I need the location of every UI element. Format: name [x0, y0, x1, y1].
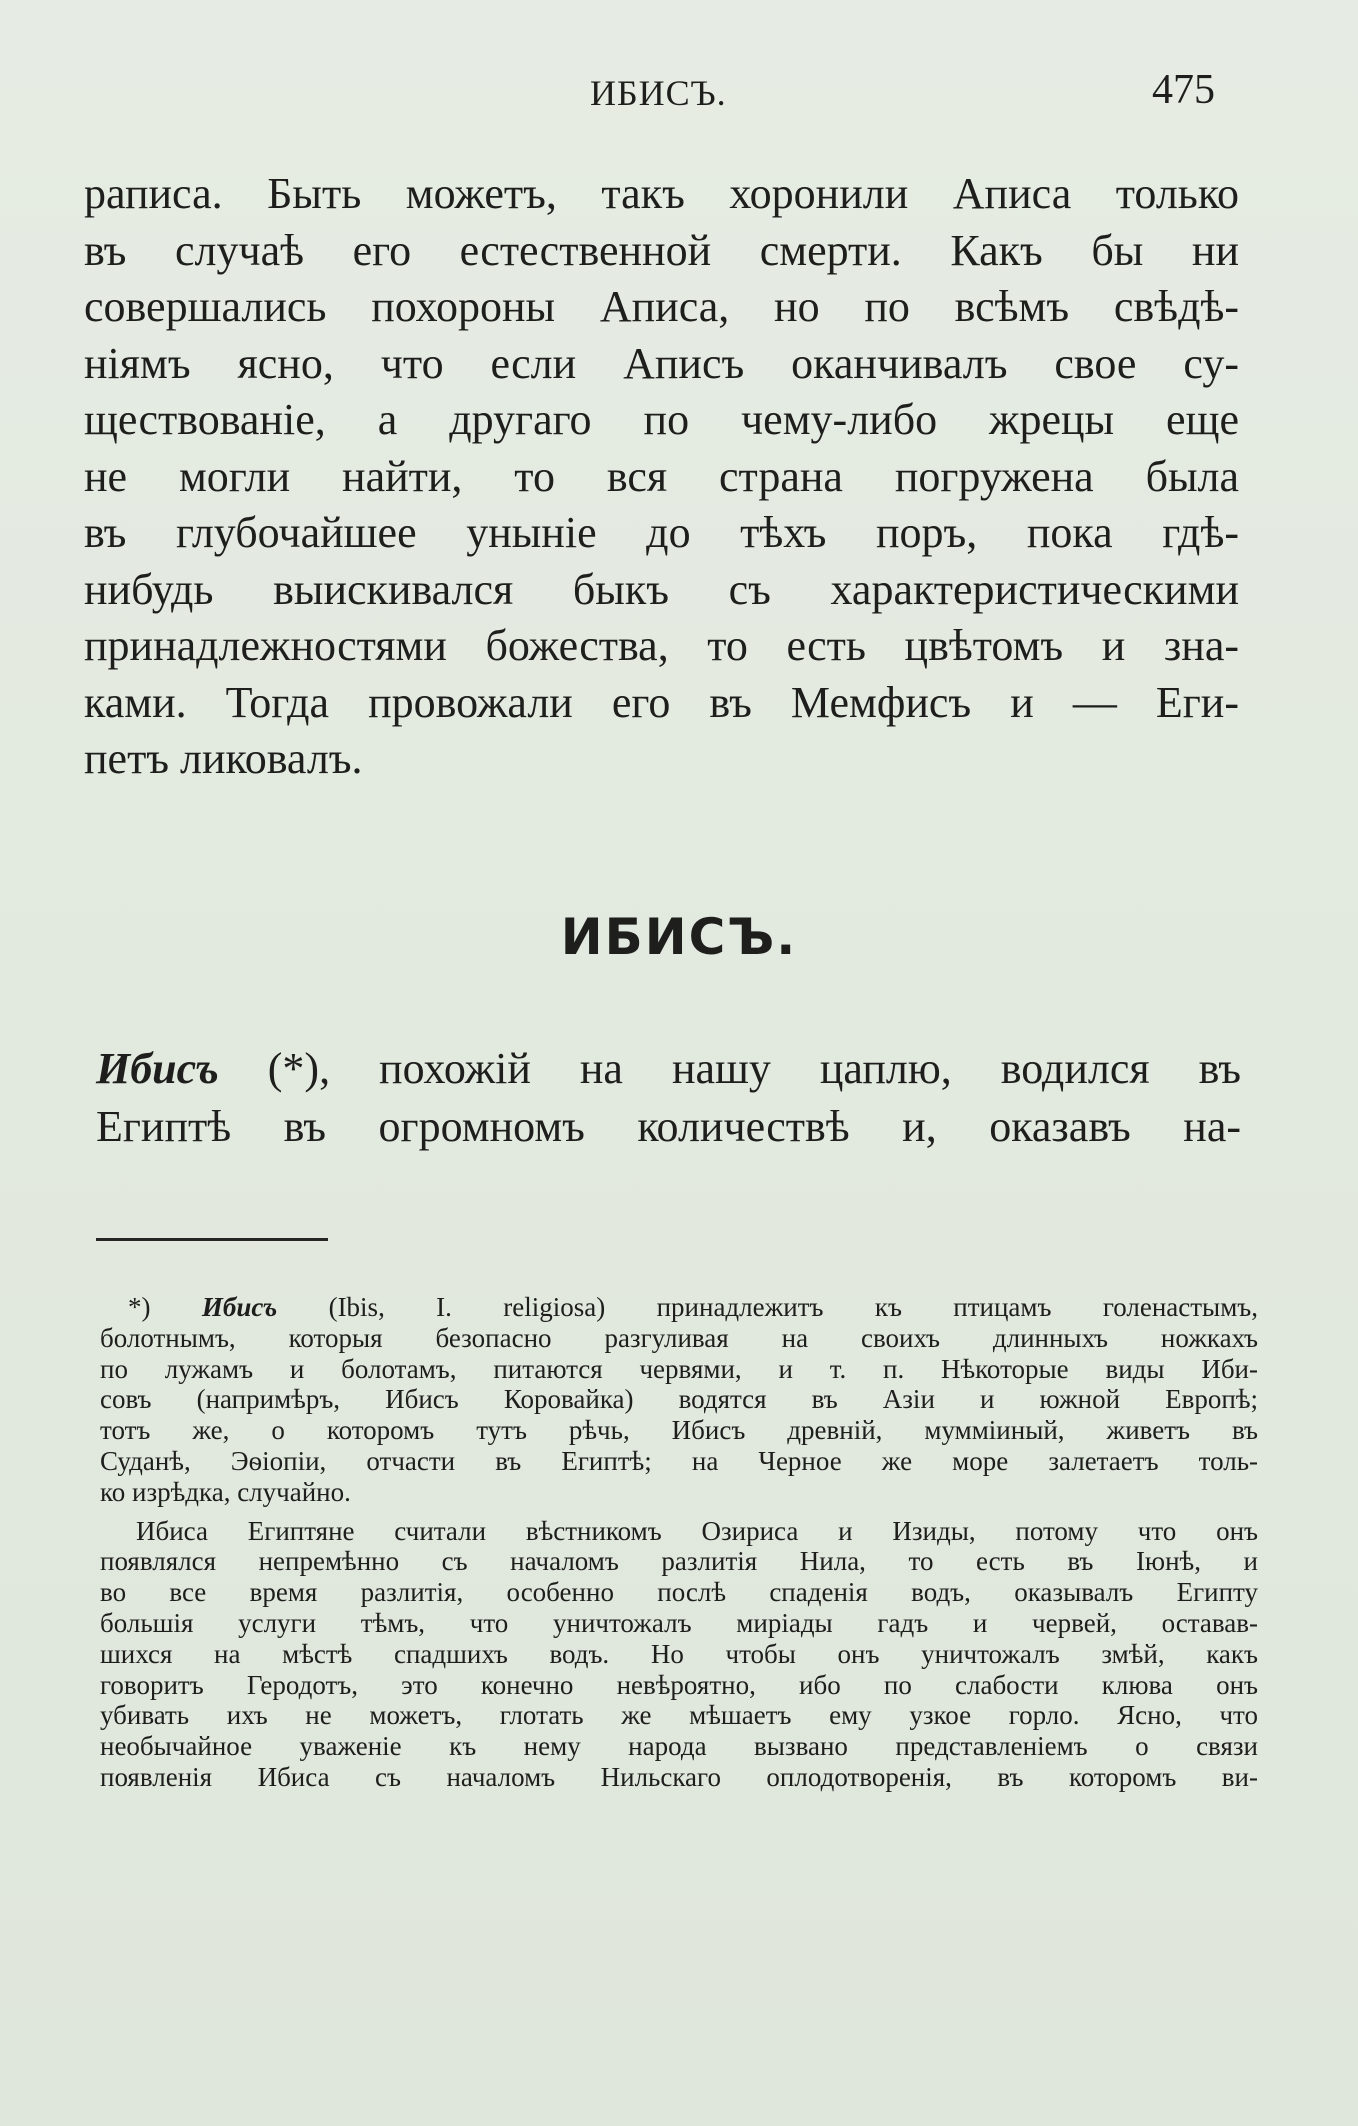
- footnote: [100, 1292, 1258, 1793]
- running-head: [0, 66, 1358, 116]
- body-line: раписа. Быть можетъ, такъ хоронили Аписа только: [84, 169, 1239, 218]
- paragraph-gap: [100, 1508, 1258, 1516]
- footnote-line: большія услуги тѣмъ, что уничтожалъ миріады гадъ и червей, оставав-: [100, 1607, 1258, 1638]
- body-line: не могли найти, то вся страна погружена была: [84, 451, 1239, 501]
- body-line: совершались похороны Аписа, но по всѣмъ свѣдѣ-: [84, 282, 1239, 331]
- footnote-line: появленія Ибиса съ началомъ Нильскаго оплодотворенія, въ которомъ ви-: [100, 1761, 1258, 1792]
- footnote-lead-term: Ибисъ: [201, 1292, 278, 1322]
- footnote-line: необычайное уваженіе къ нему народа вызвано представленіемъ о связи: [100, 1731, 1258, 1762]
- body-line: нибудь выискивался быкъ съ характеристическими: [84, 564, 1239, 614]
- footnote-line: болотнымъ, которыя безопасно разгуливая на своихъ длинныхъ ножкахъ: [100, 1322, 1258, 1353]
- section-paragraph: [96, 1040, 1241, 1156]
- footnote-marker: *): [128, 1292, 202, 1322]
- footnote-line-rest: (Ibis, I. religiosa) принадлежитъ къ птицамъ голенастымъ,: [277, 1292, 1258, 1322]
- section-line: [96, 1040, 1241, 1098]
- page-number: 475: [1152, 67, 1215, 113]
- body-line: въ глубочайшее уныніе до тѣхъ поръ, пока гдѣ-: [84, 508, 1239, 557]
- body-line: ками. Тогда провожали его въ Мемфисъ и — Еги-: [84, 677, 1239, 727]
- footnote-line: появлялся непремѣнно съ началомъ разлитія Нила, то есть въ Іюнѣ, и: [100, 1546, 1258, 1577]
- footnote-line: говоритъ Геродотъ, это конечно невѣроятно, ибо по слабости клюва онъ: [100, 1669, 1258, 1700]
- body-line: въ случаѣ его естественной смерти. Какъ бы ни: [84, 225, 1239, 275]
- body-line: ніямъ ясно, что если Аписъ оканчивалъ свое су-: [84, 338, 1239, 388]
- footnote-line: Суданѣ, Эѳіопіи, отчасти въ Египтѣ; на Черное же море залетаетъ толь-: [100, 1445, 1258, 1476]
- footnote-line: по лужамъ и болотамъ, питаются червями, и т. п. Нѣкоторые виды Иби-: [100, 1353, 1258, 1384]
- body-line: ществованіе, а другаго по чему-либо жрецы еще: [84, 395, 1239, 444]
- section-lead-term: Ибисъ: [96, 1044, 219, 1093]
- footnote-rule: [96, 1238, 328, 1241]
- footnote-line: ко изрѣдка, случайно.: [100, 1476, 351, 1507]
- footnote-line: тотъ же, о которомъ тутъ рѣчь, Ибисъ древній, мумміиный, живетъ въ: [100, 1415, 1258, 1446]
- footnote-line: шихся на мѣстѣ спадшихъ водъ. Но чтобы онъ уничтожалъ змѣй, какъ: [100, 1638, 1258, 1669]
- section-line-rest: (*), похожій на нашу цаплю, водился въ: [218, 1044, 1241, 1093]
- footnote-line: [100, 1292, 1258, 1323]
- footnote-line: Ибиса Египтяне считали вѣстникомъ Озириса и Изиды, потому что онъ: [136, 1515, 1258, 1546]
- section-heading: ИБИСЪ.: [560, 908, 798, 966]
- footnote-line: совъ (напримѣръ, Ибисъ Коровайка) водятся въ Азіи и южной Европѣ;: [100, 1384, 1258, 1415]
- footnote-line: убивать ихъ не можетъ, глотать же мѣшаетъ ему узкое горло. Ясно, что: [100, 1700, 1258, 1731]
- footnote-line: во все время разлитія, особенно послѣ спаденія водъ, оказывалъ Египту: [100, 1577, 1258, 1608]
- section-line: Египтѣ въ огромномъ количествѣ и, оказавъ на-: [96, 1102, 1241, 1151]
- body-line: принадлежностями божества, то есть цвѣтомъ и зна-: [84, 621, 1239, 670]
- body-line: петъ ликовалъ.: [84, 734, 363, 783]
- body-paragraph: [84, 166, 1239, 788]
- running-title: ИБИСЪ.: [590, 73, 727, 113]
